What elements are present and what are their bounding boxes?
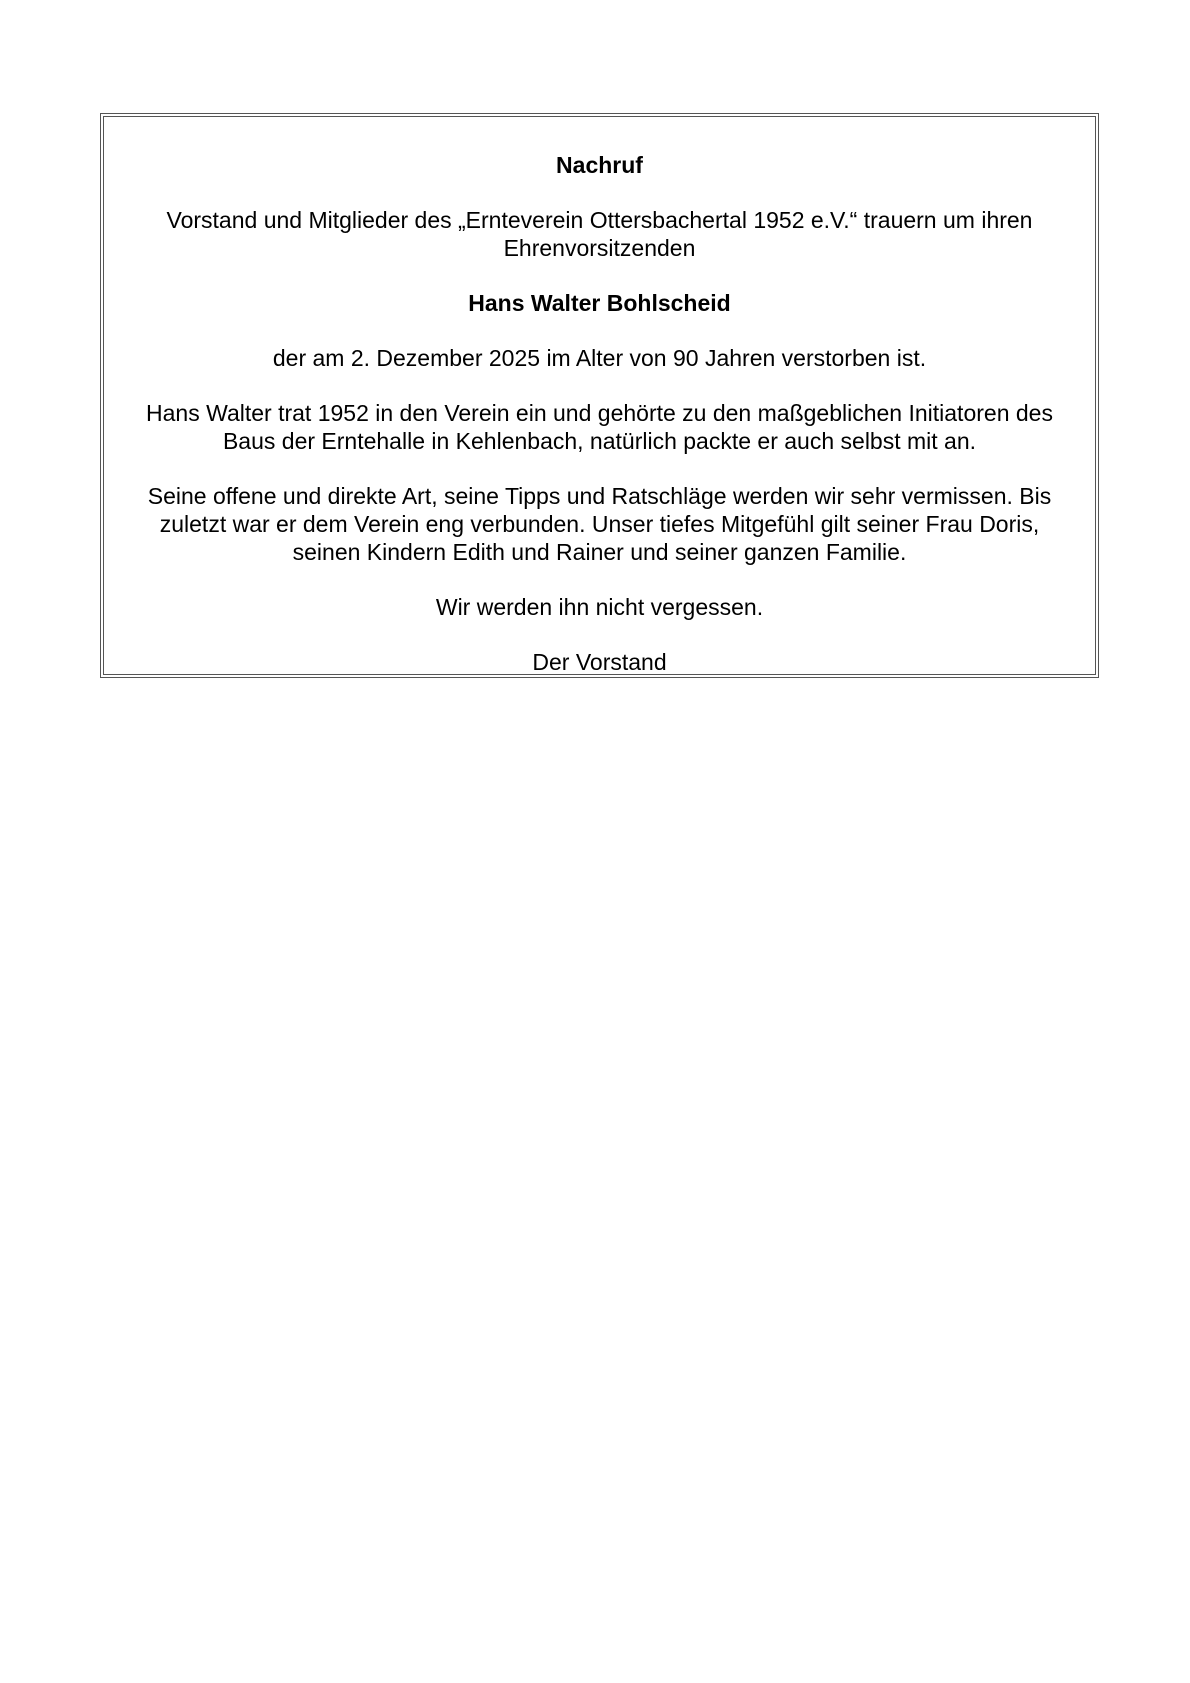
intro-line-1: Vorstand und Mitglieder des „Ernteverein Ottersbachertal 1952 e.V.“ trauern um ihren bbox=[166, 207, 1033, 233]
tribute-line-1: Seine offene und direkte Art, seine Tipps und Ratschläge werden wir sehr vermissen. Bis bbox=[147, 483, 1052, 509]
obituary-notice-content bbox=[104, 117, 1095, 676]
tribute-line-3: seinen Kindern Edith und Rainer und seiner ganzen Familie. bbox=[292, 539, 907, 565]
tribute-paragraph bbox=[104, 482, 1095, 566]
tribute-line-2: zuletzt war er dem Verein eng verbunden. Unser tiefes Mitgefühl gilt seiner Frau Doris, bbox=[159, 511, 1040, 537]
history-paragraph bbox=[104, 399, 1095, 455]
closing-statement: Wir werden ihn nicht vergessen. bbox=[435, 594, 764, 620]
signature: Der Vorstand bbox=[532, 649, 667, 675]
deceased-name: Hans Walter Bohlscheid bbox=[468, 290, 731, 316]
intro-paragraph bbox=[104, 206, 1095, 262]
intro-line-2: Ehrenvorsitzenden bbox=[503, 235, 696, 261]
obituary-notice-box bbox=[100, 113, 1099, 678]
notice-title: Nachruf bbox=[556, 152, 643, 178]
history-line-1: Hans Walter trat 1952 in den Verein ein und gehörte zu den maßgeblichen Initiatoren des bbox=[146, 400, 1053, 426]
death-statement: der am 2. Dezember 2025 im Alter von 90 Jahren verstorben ist. bbox=[272, 345, 927, 371]
history-line-2: Baus der Erntehalle in Kehlenbach, natürlich packte er auch selbst mit an. bbox=[222, 428, 977, 454]
